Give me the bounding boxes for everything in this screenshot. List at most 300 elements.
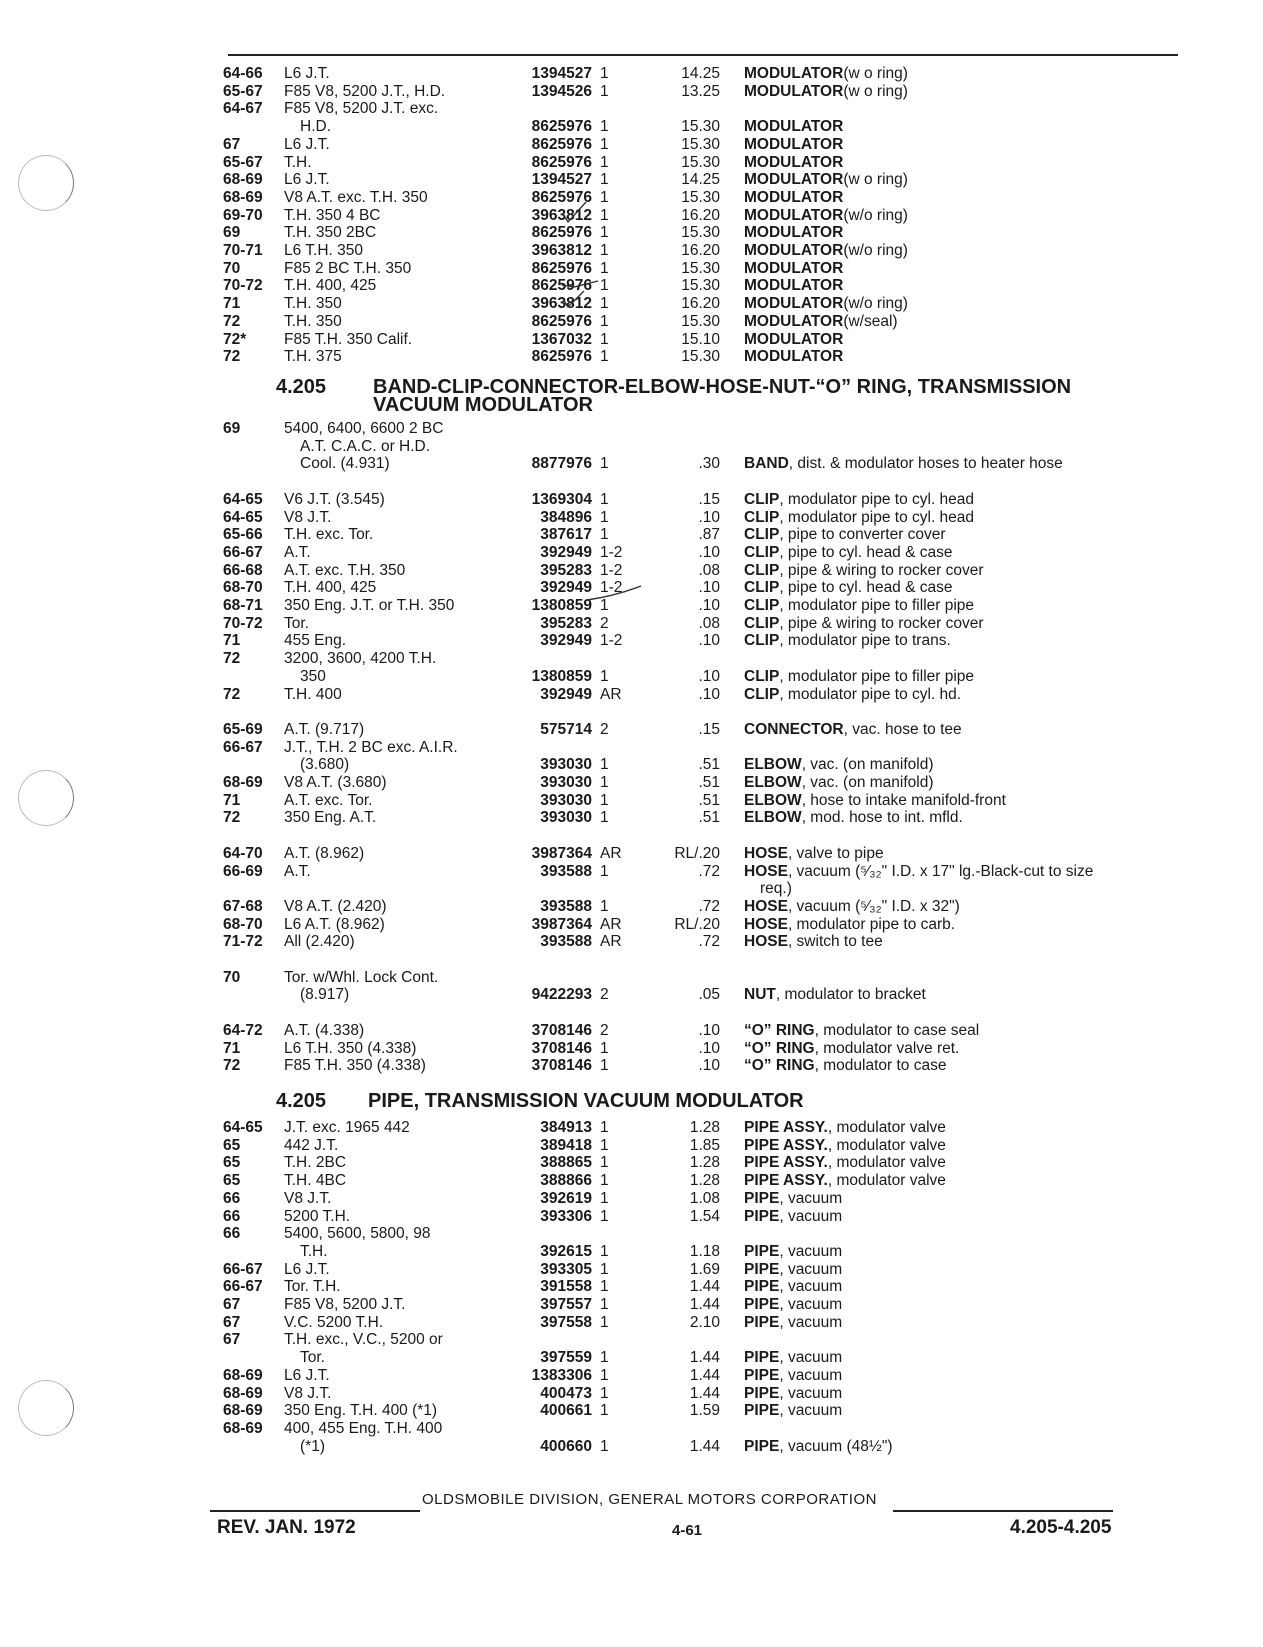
quantity: 1 xyxy=(600,1296,609,1313)
part-detail: , modulator to case xyxy=(814,1057,947,1075)
quantity: 2 xyxy=(600,720,609,738)
section-number: 4.205 xyxy=(276,1090,327,1112)
part-number: 575714 xyxy=(540,720,592,738)
model-year: 70 xyxy=(223,259,241,277)
quantity: 1 xyxy=(600,330,609,348)
quantity: 1 xyxy=(600,259,609,277)
list-price: 15.30 xyxy=(681,277,720,295)
part-name: PIPE ASSY. xyxy=(744,1119,828,1136)
quantity: 1 xyxy=(600,791,609,809)
part-number: 8877976 xyxy=(531,455,592,473)
model-year: 65-67 xyxy=(223,82,263,100)
model-year: 66 xyxy=(223,1225,241,1243)
model-year: 65-66 xyxy=(223,526,263,544)
list-price: .51 xyxy=(698,791,720,809)
model-year: 68-69 xyxy=(223,171,263,189)
part-description xyxy=(744,347,1174,367)
list-price: 2.10 xyxy=(689,1313,720,1331)
part-detail: , vacuum xyxy=(779,1260,843,1278)
quantity: 1-2 xyxy=(600,561,623,579)
part-detail: (w/o ring) xyxy=(843,206,908,224)
part-name: CLIP xyxy=(744,490,780,508)
part-number: 392615 xyxy=(540,1242,592,1260)
quantity: 1-2 xyxy=(600,632,623,650)
part-number: 3708146 xyxy=(531,1021,592,1039)
application: F85 V8, 5200 J.T. xyxy=(284,1296,406,1313)
quantity: 1 xyxy=(600,188,609,206)
model-year: 68-69 xyxy=(223,188,263,206)
part-number: 8625976 xyxy=(531,312,592,330)
part-name: PIPE xyxy=(744,1402,780,1420)
model-year: 72* xyxy=(223,330,247,348)
list-price: RL/.20 xyxy=(674,844,720,862)
part-detail: , vacuum xyxy=(779,1384,843,1402)
part-number: 3987364 xyxy=(531,844,592,862)
application: L6 J.T. xyxy=(284,171,330,189)
part-number: 1394526 xyxy=(531,82,592,100)
list-price: .51 xyxy=(698,809,720,827)
part-number: 397559 xyxy=(540,1349,592,1367)
application: F85 T.H. 350 Calif. xyxy=(284,330,413,348)
quantity: 1 xyxy=(600,1260,609,1278)
part-detail: , vacuum (⁵⁄₃₂" I.D. x 32") xyxy=(787,897,960,915)
quantity: 1 xyxy=(600,455,609,473)
part-name: CLIP xyxy=(744,614,780,632)
application: F85 V8, 5200 J.T., H.D. xyxy=(284,82,446,100)
model-year: 66-68 xyxy=(223,561,263,579)
application: T.H. 400, 425 xyxy=(284,277,377,295)
application: L6 J.T. xyxy=(284,135,330,153)
part-name: PIPE xyxy=(744,1207,780,1225)
punch-hole-top xyxy=(18,155,74,211)
part-name: PIPE xyxy=(744,1366,780,1384)
part-number: 391558 xyxy=(540,1278,592,1296)
list-price: .51 xyxy=(698,774,720,791)
application: T.H. 375 xyxy=(284,348,342,366)
model-year: 67-68 xyxy=(223,897,263,915)
list-price: 1.28 xyxy=(689,1172,720,1190)
part-name: PIPE xyxy=(744,1384,780,1402)
quantity: AR xyxy=(600,685,622,703)
part-detail: , vacuum xyxy=(779,1366,843,1384)
section-number: 4.205 xyxy=(276,376,327,398)
quantity: 1 xyxy=(600,508,609,526)
list-price: .10 xyxy=(698,1057,720,1075)
part-row xyxy=(0,985,1263,1005)
list-price: .10 xyxy=(698,543,720,561)
list-price: .72 xyxy=(698,862,720,880)
application: J.T., T.H. 2 BC exc. A.I.R. xyxy=(284,738,458,756)
part-number: 8625976 xyxy=(531,188,592,206)
part-name: PIPE xyxy=(744,1296,780,1313)
part-name: MODULATOR xyxy=(744,135,844,153)
part-name: MODULATOR xyxy=(744,82,844,100)
application: Tor. xyxy=(300,1349,325,1367)
application: Cool. (4.931) xyxy=(300,455,390,473)
part-description xyxy=(744,808,1174,828)
model-year: 66-67 xyxy=(223,738,263,756)
application: 442 J.T. xyxy=(284,1136,339,1154)
application: T.H. 350 xyxy=(284,295,342,313)
list-price: .10 xyxy=(698,1021,720,1039)
application: A.T. xyxy=(284,543,311,561)
part-row xyxy=(0,1437,1263,1457)
part-description xyxy=(744,1437,1174,1457)
part-detail: , vacuum (48½") xyxy=(779,1437,893,1455)
footer-section-reference: 4.205-4.205 xyxy=(1010,1517,1112,1538)
application: L6 T.H. 350 (4.338) xyxy=(284,1039,417,1057)
part-detail: , modulator pipe to filler pipe xyxy=(779,597,975,614)
part-number: 8625976 xyxy=(531,277,592,295)
part-row xyxy=(0,454,1263,474)
part-name: PIPE xyxy=(744,1278,780,1296)
model-year: 65-67 xyxy=(223,153,263,171)
model-year: 66-69 xyxy=(223,862,263,880)
application: V8 A.T. exc. T.H. 350 xyxy=(284,188,428,206)
application: 350 Eng. A.T. xyxy=(284,809,377,827)
top-rule xyxy=(228,54,1178,56)
part-name: PIPE ASSY. xyxy=(744,1136,828,1154)
model-year: 65 xyxy=(223,1136,241,1154)
list-price: .10 xyxy=(698,579,720,597)
part-detail: , modulator valve xyxy=(827,1154,946,1172)
part-number: 3963812 xyxy=(531,206,592,224)
part-name: MODULATOR xyxy=(744,277,844,295)
part-name: “O” RING xyxy=(744,1057,815,1075)
application: A.T. C.A.C. or H.D. xyxy=(300,437,431,455)
part-detail: , pipe to cyl. head & case xyxy=(779,543,953,561)
quantity: 1 xyxy=(600,490,609,508)
part-name: ELBOW xyxy=(744,756,802,774)
quantity: 1 xyxy=(600,153,609,171)
application: 5400, 6400, 6600 2 BC xyxy=(284,420,444,437)
part-detail: , vacuum xyxy=(779,1296,843,1313)
part-detail: , vac. (on manifold) xyxy=(801,756,934,774)
part-detail: , modulator valve xyxy=(827,1172,946,1190)
list-price: .10 xyxy=(698,1039,720,1057)
list-price: 1.69 xyxy=(689,1260,720,1278)
quantity: 1-2 xyxy=(600,579,623,597)
quantity: 2 xyxy=(600,1021,609,1039)
list-price: 15.30 xyxy=(681,188,720,206)
model-year: 65 xyxy=(223,1154,241,1172)
list-price: 15.30 xyxy=(681,259,720,277)
part-number: 8625976 xyxy=(531,135,592,153)
part-number: 384896 xyxy=(540,508,592,526)
part-number: 1380859 xyxy=(531,667,592,685)
list-price: 1.18 xyxy=(689,1242,720,1260)
part-name: PIPE ASSY. xyxy=(744,1172,828,1190)
application: T.H. 2BC xyxy=(284,1154,347,1172)
application: Tor. w/Whl. Lock Cont. xyxy=(284,968,439,986)
part-description xyxy=(744,685,1174,705)
part-row xyxy=(0,1056,1263,1076)
quantity: 1 xyxy=(600,348,609,366)
list-price: .05 xyxy=(698,986,720,1004)
quantity: 1 xyxy=(600,1154,609,1172)
part-row xyxy=(0,685,1263,705)
list-price: 1.28 xyxy=(689,1119,720,1136)
footer-revision: REV. JAN. 1972 xyxy=(217,1517,356,1538)
model-year: 67 xyxy=(223,135,241,153)
part-detail: , dist. & modulator hoses to heater hose xyxy=(788,455,1063,473)
application: T.H. 4BC xyxy=(284,1172,347,1190)
model-year: 67 xyxy=(223,1331,241,1349)
quantity: 1 xyxy=(600,1136,609,1154)
part-number: 8625976 xyxy=(531,224,592,242)
part-number: 384913 xyxy=(540,1119,592,1136)
footer-page-number: 4-61 xyxy=(672,1522,703,1539)
model-year: 68-69 xyxy=(223,1419,263,1437)
model-year: 64-67 xyxy=(223,100,263,118)
check-mark-1 xyxy=(560,200,590,226)
part-number: 8625976 xyxy=(531,348,592,366)
part-number: 8625976 xyxy=(531,118,592,136)
part-number: 1367032 xyxy=(531,330,592,348)
part-name: MODULATOR xyxy=(744,259,844,277)
list-price: 16.20 xyxy=(681,206,720,224)
quantity: 1 xyxy=(600,135,609,153)
list-price: 1.44 xyxy=(689,1366,720,1384)
list-price: 1.44 xyxy=(689,1384,720,1402)
part-name: MODULATOR xyxy=(744,65,844,82)
pen-stroke xyxy=(585,584,645,604)
part-detail: , valve to pipe xyxy=(787,844,884,862)
quantity: 1 xyxy=(600,206,609,224)
quantity: AR xyxy=(600,915,622,933)
model-year: 72 xyxy=(223,1057,241,1075)
quantity: 1 xyxy=(600,1278,609,1296)
part-detail: , modulator valve xyxy=(827,1119,946,1136)
application: A.T. exc. T.H. 350 xyxy=(284,561,406,579)
part-detail: , vac. (on manifold) xyxy=(801,774,934,791)
quantity: 1-2 xyxy=(600,543,623,561)
part-name: CLIP xyxy=(744,579,780,597)
part-detail: , vacuum xyxy=(779,1349,843,1367)
quantity: 1 xyxy=(600,242,609,259)
application: Tor. xyxy=(284,614,309,632)
part-number: 393588 xyxy=(540,897,592,915)
part-name: ELBOW xyxy=(744,774,802,791)
part-number: 400661 xyxy=(540,1402,592,1420)
application: L6 J.T. xyxy=(284,1260,330,1278)
quantity: 1 xyxy=(600,597,609,614)
part-number: 395283 xyxy=(540,561,592,579)
part-number: 393030 xyxy=(540,756,592,774)
application: T.H. 400 xyxy=(284,685,342,703)
quantity: 1 xyxy=(600,1366,609,1384)
model-year: 64-72 xyxy=(223,1021,263,1039)
list-price: 14.25 xyxy=(681,171,720,189)
quantity: 1 xyxy=(600,1384,609,1402)
footer-rule-right xyxy=(893,1510,1113,1512)
part-detail: , vacuum xyxy=(779,1242,843,1260)
application: 5200 T.H. xyxy=(284,1207,351,1225)
part-description xyxy=(744,454,1174,474)
part-number: 1383306 xyxy=(531,1366,592,1384)
quantity: 1 xyxy=(600,1402,609,1420)
section-title: BAND-CLIP-CONNECTOR-ELBOW-HOSE-NUT-“O” RING, TRANSMISSION xyxy=(373,376,1072,398)
part-name: CLIP xyxy=(744,543,780,561)
part-number: 3987364 xyxy=(531,915,592,933)
list-price: RL/.20 xyxy=(674,915,720,933)
application: T.H. exc., V.C., 5200 or xyxy=(284,1331,443,1349)
list-price: 16.20 xyxy=(681,242,720,259)
model-year: 66 xyxy=(223,1189,241,1207)
part-number: 9422293 xyxy=(531,986,592,1004)
application: V6 J.T. (3.545) xyxy=(284,490,385,508)
quantity: 1 xyxy=(600,756,609,774)
quantity: 1 xyxy=(600,277,609,295)
model-year: 70-72 xyxy=(223,277,263,295)
part-name: CLIP xyxy=(744,685,780,703)
part-detail: (w o ring) xyxy=(843,171,908,189)
part-name: HOSE xyxy=(744,915,788,933)
application: 400, 455 Eng. T.H. 400 xyxy=(284,1419,443,1437)
quantity: 1 xyxy=(600,1039,609,1057)
quantity: 1 xyxy=(600,1172,609,1190)
model-year: 72 xyxy=(223,312,241,330)
model-year: 71 xyxy=(223,791,241,809)
list-price: .72 xyxy=(698,897,720,915)
list-price: .15 xyxy=(698,490,720,508)
part-name: PIPE xyxy=(744,1437,780,1455)
part-number: 393588 xyxy=(540,862,592,880)
part-number: 393306 xyxy=(540,1207,592,1225)
model-year: 68-69 xyxy=(223,1402,263,1420)
section-title-continued: VACUUM MODULATOR xyxy=(373,394,593,416)
list-price: 15.30 xyxy=(681,348,720,366)
list-price: .10 xyxy=(698,685,720,703)
model-year: 70-71 xyxy=(223,242,263,259)
part-number: 397557 xyxy=(540,1296,592,1313)
list-price: 15.30 xyxy=(681,312,720,330)
part-detail: , pipe to cyl. head & case xyxy=(779,579,953,597)
model-year: 65-69 xyxy=(223,720,263,738)
quantity: 1 xyxy=(600,1189,609,1207)
quantity: 1 xyxy=(600,82,609,100)
list-price: 1.44 xyxy=(689,1349,720,1367)
model-year: 67 xyxy=(223,1313,241,1331)
quantity: 1 xyxy=(600,774,609,791)
part-detail: (w/seal) xyxy=(843,312,898,330)
part-name: CLIP xyxy=(744,632,780,650)
application: A.T. (4.338) xyxy=(284,1021,365,1039)
quantity: 2 xyxy=(600,614,609,632)
list-price: 15.30 xyxy=(681,135,720,153)
part-number: 3963812 xyxy=(531,295,592,313)
list-price: .15 xyxy=(698,720,720,738)
part-number: 392949 xyxy=(540,632,592,650)
quantity: 1 xyxy=(600,1119,609,1136)
list-price: .51 xyxy=(698,756,720,774)
part-detail: , modulator to bracket xyxy=(775,986,926,1004)
list-price: 1.44 xyxy=(689,1296,720,1313)
application: V8 J.T. xyxy=(284,508,332,526)
part-name: BAND xyxy=(744,455,789,473)
part-number: 8625976 xyxy=(531,259,592,277)
part-name: “O” RING xyxy=(744,1039,815,1057)
quantity: 1 xyxy=(600,65,609,82)
model-year: 66-67 xyxy=(223,543,263,561)
part-name: MODULATOR xyxy=(744,224,844,242)
part-detail: , hose to intake manifold-front xyxy=(801,791,1006,809)
list-price: 1.08 xyxy=(689,1189,720,1207)
part-name: CONNECTOR xyxy=(744,720,844,738)
application: (*1) xyxy=(300,1437,325,1455)
part-name: MODULATOR xyxy=(744,153,844,171)
application: Tor. T.H. xyxy=(284,1278,341,1296)
part-name: HOSE xyxy=(744,897,788,915)
list-price: .87 xyxy=(698,526,720,544)
model-year: 72 xyxy=(223,650,241,668)
part-name: MODULATOR xyxy=(744,312,844,330)
part-number: 1369304 xyxy=(531,490,592,508)
part-detail: , pipe & wiring to rocker cover xyxy=(779,614,984,632)
list-price: 15.10 xyxy=(681,330,720,348)
quantity: AR xyxy=(600,844,622,862)
quantity: 1 xyxy=(600,862,609,880)
part-number: 393030 xyxy=(540,809,592,827)
part-number: 397558 xyxy=(540,1313,592,1331)
part-number: 400660 xyxy=(540,1437,592,1455)
part-number: 392619 xyxy=(540,1189,592,1207)
part-detail: , modulator pipe to carb. xyxy=(787,915,956,933)
quantity: 1 xyxy=(600,1242,609,1260)
part-detail: , modulator to case seal xyxy=(814,1021,980,1039)
application: A.T. (9.717) xyxy=(284,720,365,738)
model-year: 72 xyxy=(223,348,241,366)
list-price: .30 xyxy=(698,455,720,473)
model-year: 64-65 xyxy=(223,1119,263,1136)
part-number: 395283 xyxy=(540,614,592,632)
list-price: .08 xyxy=(698,614,720,632)
part-name: HOSE xyxy=(744,862,788,880)
part-name: ELBOW xyxy=(744,809,802,827)
application: L6 T.H. 350 xyxy=(284,242,363,259)
application: (8.917) xyxy=(300,986,350,1004)
application: All (2.420) xyxy=(284,933,355,951)
part-detail: (w/o ring) xyxy=(843,242,908,259)
list-price: 1.44 xyxy=(689,1437,720,1455)
part-name: CLIP xyxy=(744,561,780,579)
part-name: PIPE xyxy=(744,1242,780,1260)
application: 455 Eng. xyxy=(284,632,347,650)
part-number: 3963812 xyxy=(531,242,592,259)
list-price: 1.85 xyxy=(689,1136,720,1154)
footer-rule-left xyxy=(210,1510,420,1512)
list-price: 15.30 xyxy=(681,153,720,171)
part-name: PIPE xyxy=(744,1313,780,1331)
part-detail: , vacuum xyxy=(779,1402,843,1420)
part-detail: , pipe to converter cover xyxy=(779,526,946,544)
application: 350 Eng. J.T. or T.H. 350 xyxy=(284,597,455,614)
model-year: 68-69 xyxy=(223,1384,263,1402)
part-name: MODULATOR xyxy=(744,295,844,313)
part-detail: , vacuum xyxy=(779,1207,843,1225)
model-year: 71-72 xyxy=(223,933,263,951)
quantity: 1 xyxy=(600,809,609,827)
model-year: 64-65 xyxy=(223,508,263,526)
part-name: MODULATOR xyxy=(744,118,844,136)
application: T.H. xyxy=(300,1242,328,1260)
part-detail: , vacuum xyxy=(779,1313,843,1331)
list-price: 15.30 xyxy=(681,224,720,242)
model-year: 70 xyxy=(223,968,241,986)
application: L6 J.T. xyxy=(284,65,330,82)
model-year: 69-70 xyxy=(223,206,263,224)
quantity: 1 xyxy=(600,1207,609,1225)
